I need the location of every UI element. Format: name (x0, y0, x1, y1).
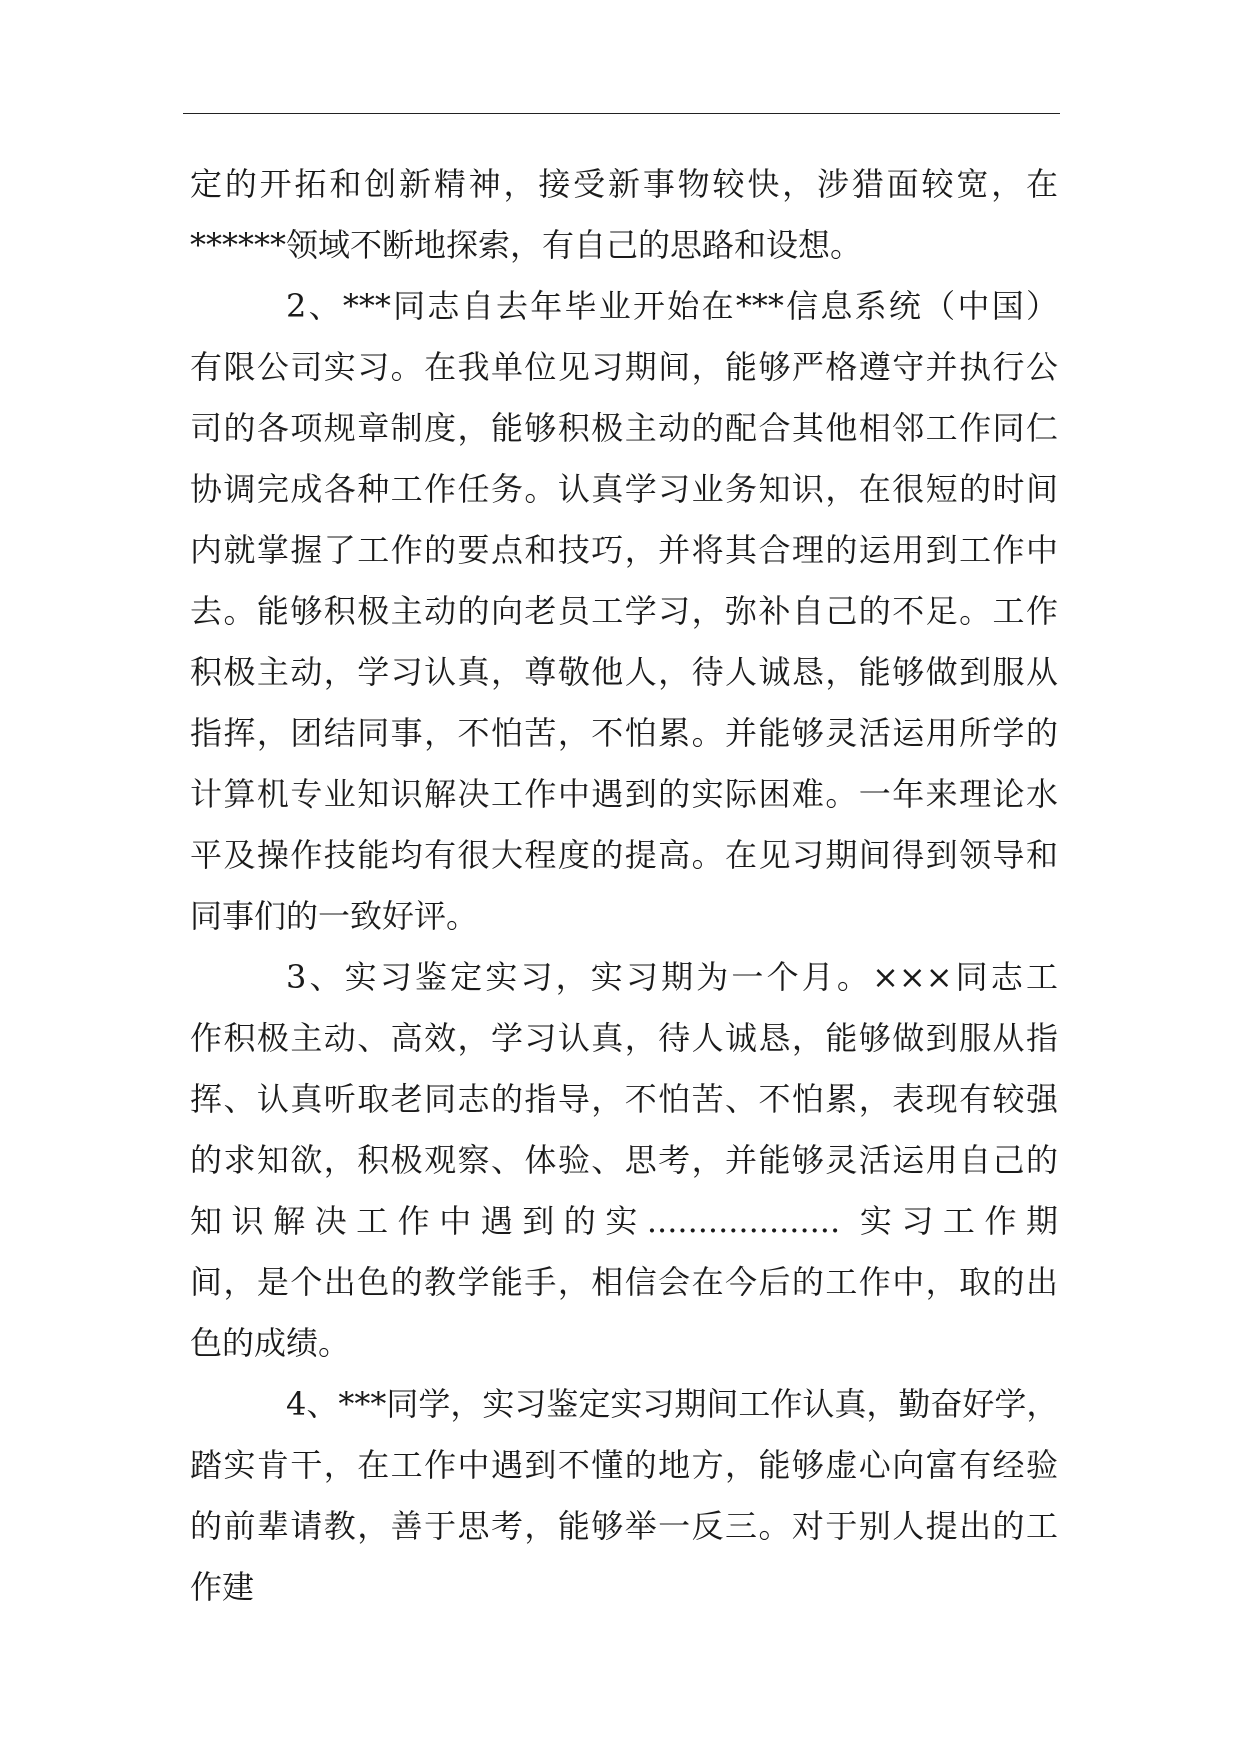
paragraph-4 (190, 1374, 1058, 1618)
text-line: 内就掌握了工作的要点和技巧，并将其合理的运用到工作中 (190, 531, 1058, 569)
text-line: 间，是个出色的教学能手，相信会在今后的工作中，取的出 (190, 1263, 1058, 1301)
text-line: 去。能够积极主动的向老员工学习，弥补自己的不足。工作 (190, 592, 1058, 630)
text-line: 知识解决工作中遇到的实................... 实习工作期 (190, 1202, 1058, 1240)
text-line: 有限公司实习。在我单位见习期间，能够严格遵守并执行公 (190, 348, 1058, 386)
text-line: 作建 (190, 1568, 255, 1606)
text-line: 司的各项规章制度，能够积极主动的配合其他相邻工作同仁 (190, 409, 1058, 447)
paragraph-2 (190, 276, 1058, 947)
text-line: 积极主动，学习认真，尊敬他人，待人诚恳，能够做到服从 (190, 653, 1058, 691)
text-line: 平及操作技能均有很大程度的提高。在见习期间得到领导和 (190, 836, 1058, 874)
header-rule (183, 113, 1060, 114)
text-line: 踏实肯干，在工作中遇到不懂的地方，能够虚心向富有经验 (190, 1446, 1058, 1484)
text-line: 挥、认真听取老同志的指导，不怕苦、不怕累，表现有较强 (190, 1080, 1058, 1118)
text-line: 的求知欲，积极观察、体验、思考，并能够灵活运用自己的 (190, 1141, 1058, 1179)
text-line: 色的成绩。 (190, 1324, 351, 1362)
text-line: 定的开拓和创新精神，接受新事物较快，涉猎面较宽，在 (190, 165, 1058, 203)
text-line: 3、实习鉴定实习，实习期为一个月。×××同志工 (286, 958, 1058, 996)
text-line: 同事们的一致好评。 (190, 897, 479, 935)
paragraph-3 (190, 947, 1058, 1374)
text-line: 作积极主动、高效，学习认真，待人诚恳，能够做到服从指 (190, 1019, 1058, 1057)
text-line: ******领域不断地探索，有自己的思路和设想。 (190, 226, 863, 264)
text-line: 计算机专业知识解决工作中遇到的实际困难。一年来理论水 (190, 775, 1058, 813)
paragraph-1 (190, 154, 1058, 276)
text-line: 2、***同志自去年毕业开始在***信息系统（中国） (286, 287, 1058, 325)
text-line: 指挥，团结同事，不怕苦，不怕累。并能够灵活运用所学的 (190, 714, 1058, 752)
text-line: 4、***同学，实习鉴定实习期间工作认真，勤奋好学， (286, 1385, 1059, 1423)
text-line: 的前辈请教，善于思考，能够举一反三。对于别人提出的工 (190, 1507, 1058, 1545)
document-body (190, 154, 1058, 1618)
text-line: 协调完成各种工作任务。认真学习业务知识，在很短的时间 (190, 470, 1058, 508)
